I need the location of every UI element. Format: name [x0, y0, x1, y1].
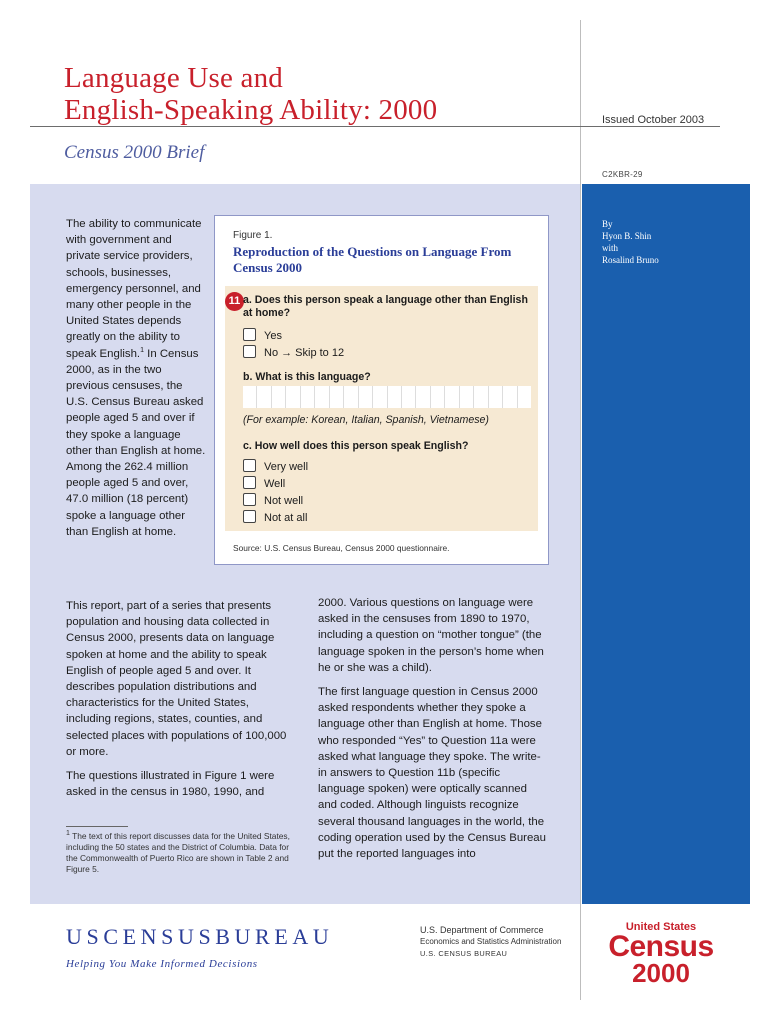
question-number-badge: 11 — [225, 292, 244, 311]
footnote-marker: 1 — [66, 830, 70, 838]
figure-label: Figure 1. — [233, 230, 273, 241]
body-paragraph: The first language question in Census 2000 asked respondents whether they spoke a language other than English at home. Those who responded “Yes” to Question 11a were asked what language they spoke. The write-in answers to Question 11b (specific language spoken) were optically scanned and coded. Although linguists recognize several thousand languages in the world, the coding operation used by the Census Bureau put the reported languages into — [318, 686, 546, 861]
author-line: with — [602, 243, 619, 253]
checkbox-icon[interactable] — [243, 476, 256, 489]
option-label: Yes — [264, 330, 282, 342]
option-no[interactable] — [243, 345, 344, 359]
checkbox-icon[interactable] — [243, 493, 256, 506]
author-line: Hyon B. Shin — [602, 231, 652, 241]
figure-source: Source: U.S. Census Bureau, Census 2000 questionnaire. — [233, 543, 450, 553]
body-paragraph: 2000. Various questions on language were asked in the censuses from 1890 to 1970, including a question on “mother tongue” (the language spoken in the person’s home when he or she was a child). — [318, 597, 544, 674]
body-column-left — [66, 598, 296, 808]
logo-census: Census — [608, 930, 714, 963]
page-title — [64, 62, 564, 126]
figure-title: Reproduction of the Questions on Language From Census 2000 — [233, 244, 512, 275]
tagline: Helping You Make Informed Decisions — [66, 958, 258, 970]
author-line: Rosalind Bruno — [602, 255, 659, 265]
intro-text-continued: In Census 2000, as in the two previous censuses, the U.S. Census Bureau asked people aged 5 and over if they spoke a language other than English at home. Among the 262.4 million people aged 5 and over, 47.0 million (18 percent) spoke a language other than English at home. — [66, 347, 206, 538]
footnote-text: The text of this report discusses data for the United States, including the 50 states and the District of Columbia. Data for the Commonwealth of Puerto Rico are shown in Table 2 and Figure 5. — [66, 831, 290, 874]
intro-paragraph — [66, 216, 206, 540]
title-line-2: English-Speaking Ability: 2000 — [64, 94, 438, 126]
option-yes[interactable] — [243, 328, 282, 342]
option-well[interactable] — [243, 476, 285, 490]
census-bureau-logo: USCENSUSBUREAU — [66, 924, 334, 949]
document-code: C2KBR-29 — [602, 170, 643, 179]
census-2000-logo — [606, 921, 716, 988]
footnote-marker: 1 — [140, 346, 144, 354]
checkbox-icon[interactable] — [243, 510, 256, 523]
logo-year: 2000 — [632, 958, 690, 988]
option-label: Not at all — [264, 512, 308, 524]
question-b: b. What is this language? — [243, 371, 371, 383]
author-line: By — [602, 219, 613, 229]
footnote — [66, 831, 298, 875]
checkbox-icon[interactable] — [243, 459, 256, 472]
title-line-1: Language Use and — [64, 62, 284, 94]
body-paragraph: The questions illustrated in Figure 1 were asked in the census in 1980, 1990, and — [66, 770, 275, 799]
option-label: Well — [264, 478, 286, 490]
language-write-in-field[interactable] — [243, 386, 531, 408]
option-label: No → Skip to 12 — [264, 347, 345, 359]
option-label: Very well — [264, 461, 309, 473]
logo-united-states: United States — [625, 921, 697, 933]
figure-1 — [214, 215, 549, 565]
issue-date: Issued October 2003 — [602, 114, 705, 126]
administration-name: Economics and Statistics Administration — [420, 937, 562, 946]
sidebar-band — [582, 184, 750, 904]
header-rule — [30, 126, 720, 127]
option-not-at-all[interactable] — [243, 510, 307, 524]
question-c: c. How well does this person speak English? — [243, 440, 469, 452]
checkbox-icon[interactable] — [243, 345, 256, 358]
option-very-well[interactable] — [243, 459, 308, 473]
body-column-right — [318, 595, 548, 870]
vertical-divider — [580, 20, 581, 1000]
body-paragraph: This report, part of a series that presents population and housing data collected in Census 2000, presents data on language spoken at home and the ability to speak English of people aged 5 and over. It describes population distributions and characteristics for the United States, including regions, states, counties, and selected places with populations of 100,000 or more. — [66, 600, 287, 758]
author-credits — [602, 218, 659, 266]
example-hint: (For example: Korean, Italian, Spanish, Vietnamese) — [243, 414, 489, 426]
subtitle: Census 2000 Brief — [64, 142, 205, 163]
option-label: Not well — [264, 495, 304, 507]
intro-text: The ability to communicate with government and private service providers, schools, businesses, emergency personnel, and many other people in the United States depends greatly on the ability to speak English. — [66, 218, 202, 360]
questionnaire-form — [225, 286, 538, 531]
department-info — [420, 924, 561, 960]
checkbox-icon[interactable] — [243, 328, 256, 341]
option-not-well[interactable] — [243, 493, 303, 507]
footnote-rule — [66, 826, 128, 827]
bureau-name: U.S. CENSUS BUREAU — [420, 949, 508, 958]
question-a: a. Does this person speak a language other than English at home? — [243, 294, 528, 319]
department-name: U.S. Department of Commerce — [420, 925, 544, 935]
